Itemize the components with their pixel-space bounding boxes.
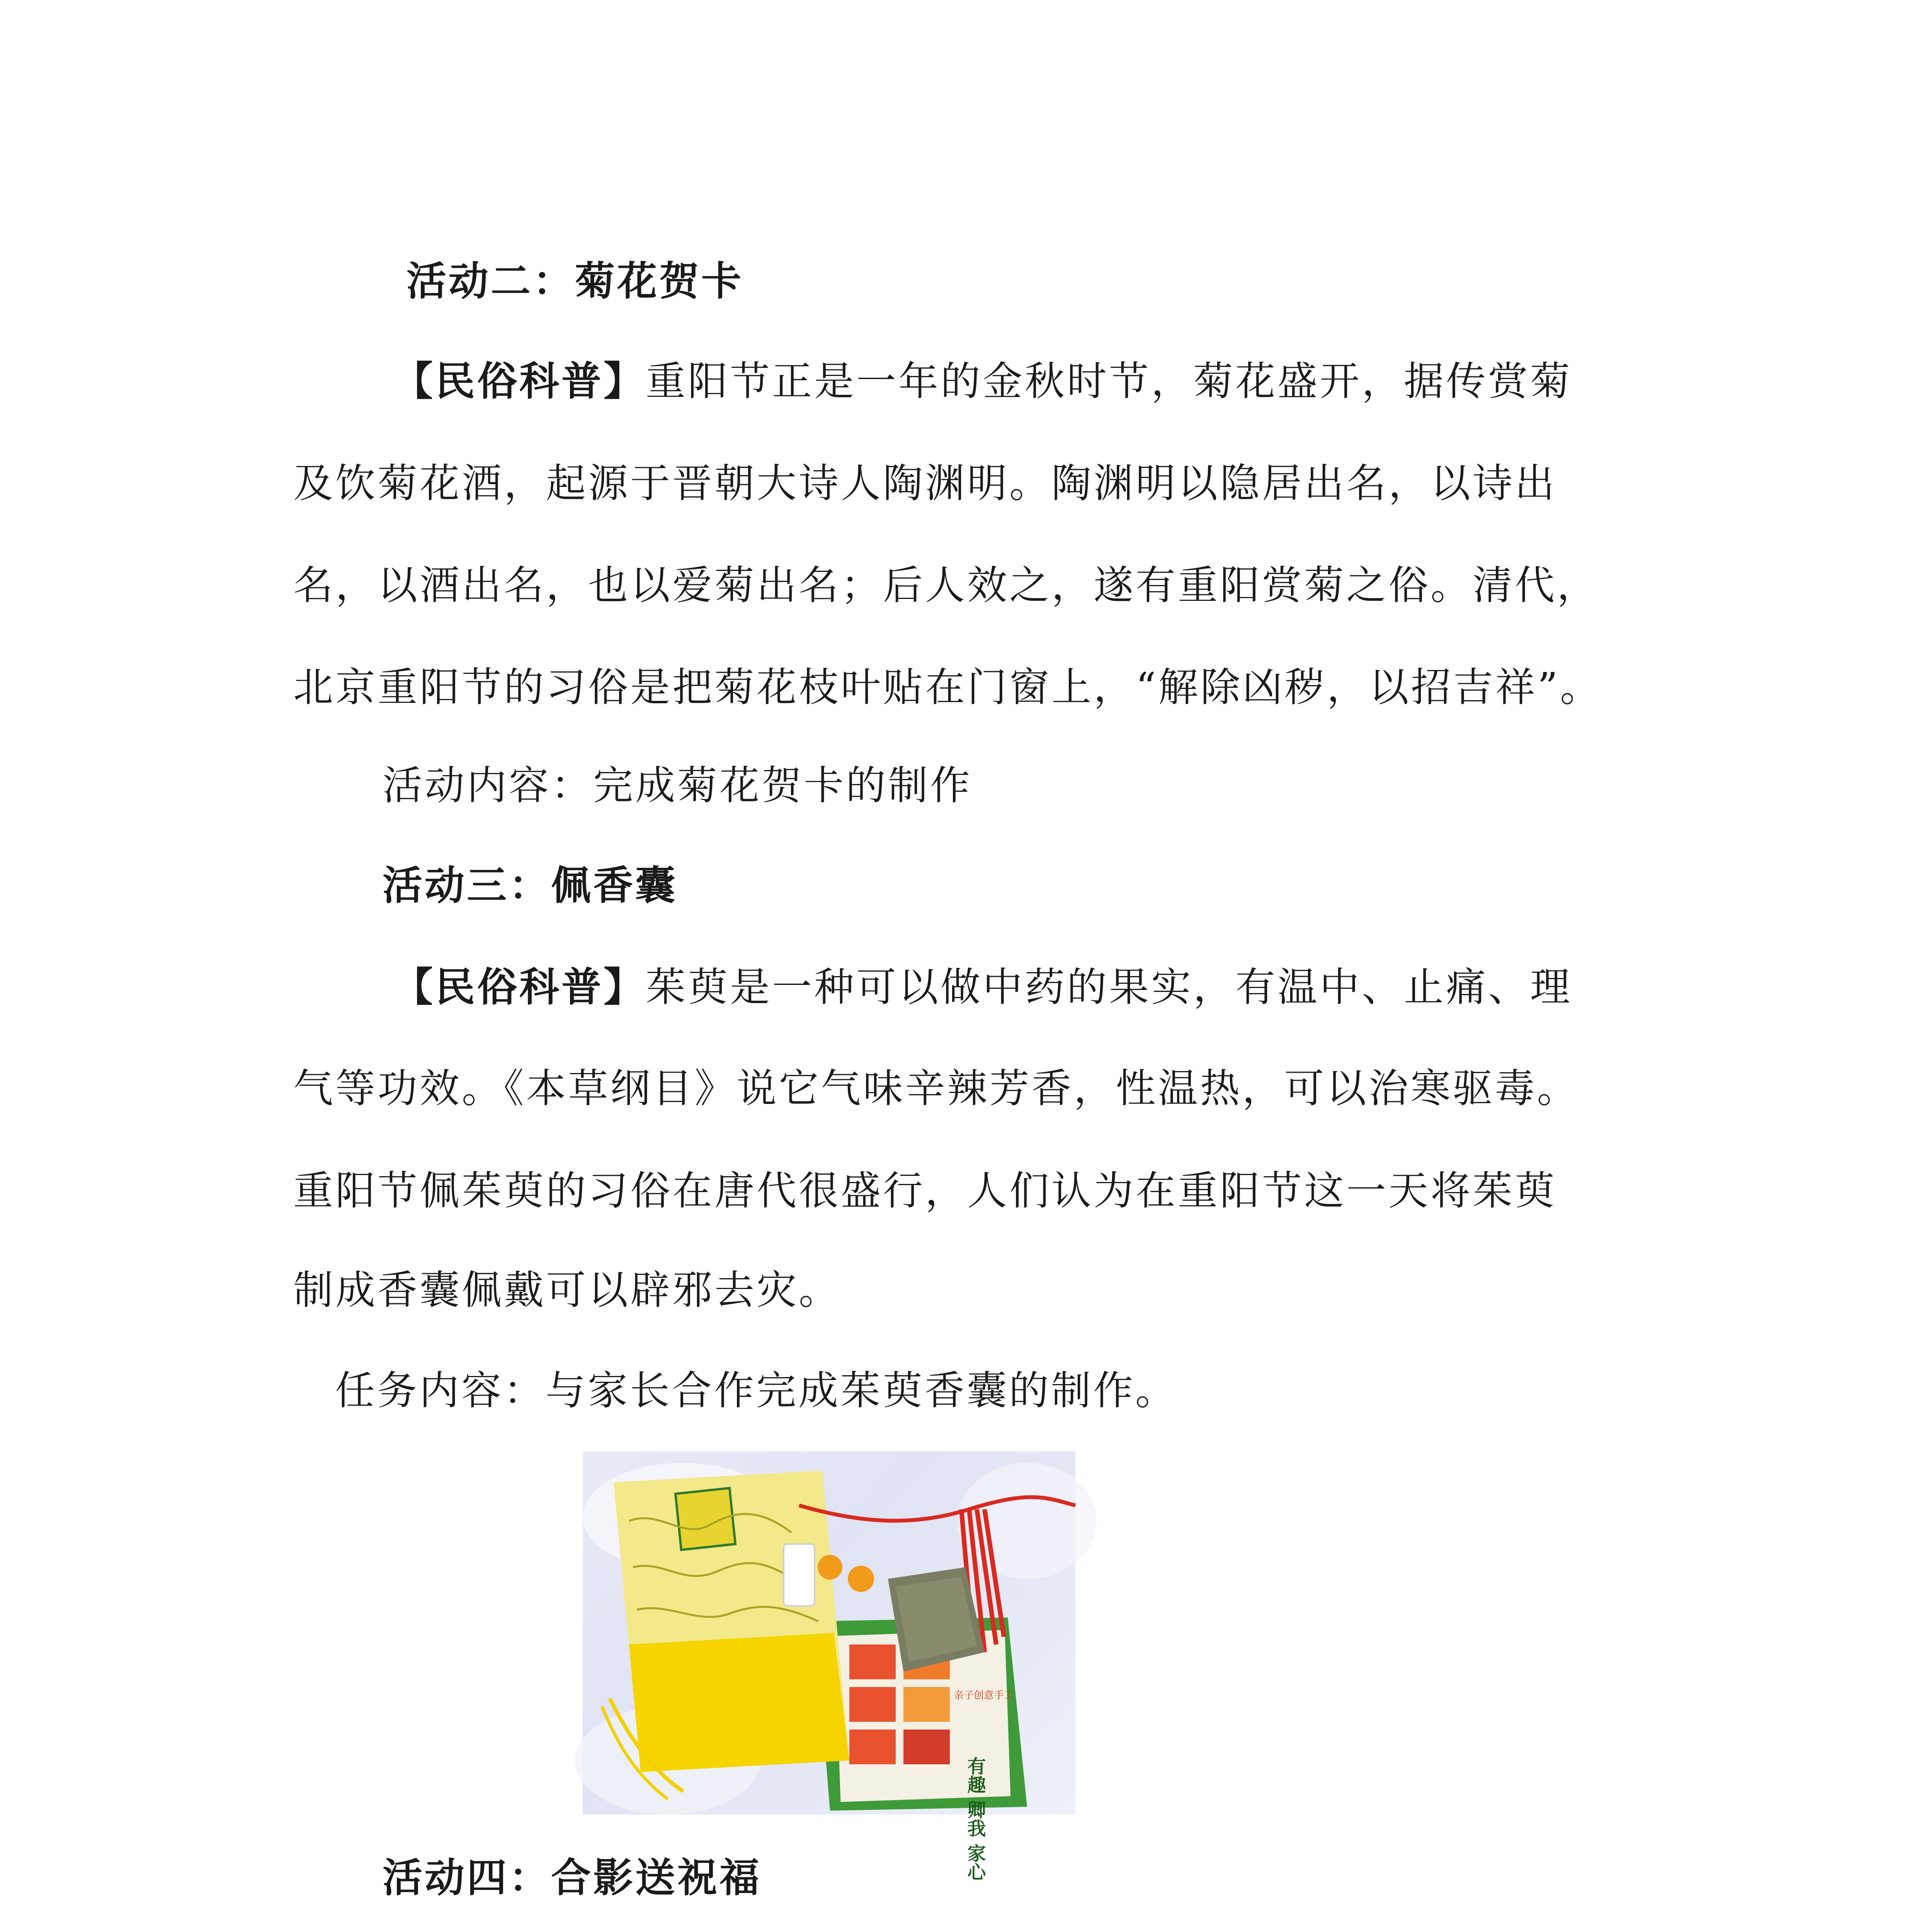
activity2-paragraph-line-1: 【民俗科普】重阳节正是一年的金秋时节，菊花盛开，据传赏菊: [393, 358, 1572, 405]
activity4-title: 活动四：合影送祝福: [383, 1854, 762, 1901]
activity2-title: 活动二：菊花贺卡: [407, 258, 743, 304]
activity3-paragraph-line-2: 气等功效。《本草纲目》说它气味辛辣芳香，性温热，可以治寒驱毒。: [293, 1065, 1579, 1112]
folk-science-tag: 【民俗科普】: [393, 964, 646, 1010]
activity2-content: 活动内容：完成菊花贺卡的制作: [383, 762, 972, 809]
package-subtitle: 亲子创意手工: [954, 1690, 1014, 1701]
activity2-paragraph-line-4: 北京重阳节的习俗是把菊花枝叶贴在门窗上，“解除凶秽，以招吉祥”。: [293, 664, 1602, 711]
folk-science-tag: 【民俗科普】: [393, 358, 646, 405]
activity3-paragraph-line-4: 制成香囊佩戴可以辟邪去灾。: [293, 1267, 841, 1313]
activity2-paragraph-line-2: 及饮菊花酒，起源于晋朝大诗人陶渊明。陶渊明以隐居出名，以诗出: [293, 460, 1557, 507]
activity2-paragraph-line-3: 名，以酒出名，也以爱菊出名；后人效之，遂有重阳赏菊之俗。清代，: [293, 562, 1599, 609]
package-title: 有趣 卿我 家心: [964, 1757, 986, 1881]
activity3-paragraph-line-3: 重阳节佩茱萸的习俗在唐代很盛行，人们认为在重阳节这一天将茱萸: [293, 1168, 1557, 1214]
sachet-craft-photo: [583, 1451, 1075, 1881]
chrysanthemum-card: [602, 1471, 849, 1799]
activity3-paragraph-line-1: 【民俗科普】茱萸是一种可以做中药的果实，有温中、止痛、理: [393, 964, 1572, 1010]
activity3-task: 任务内容：与家长合作完成茱萸香囊的制作。: [335, 1367, 1177, 1414]
activity3-title: 活动三：佩香囊: [383, 862, 677, 909]
spool: [784, 1544, 815, 1606]
